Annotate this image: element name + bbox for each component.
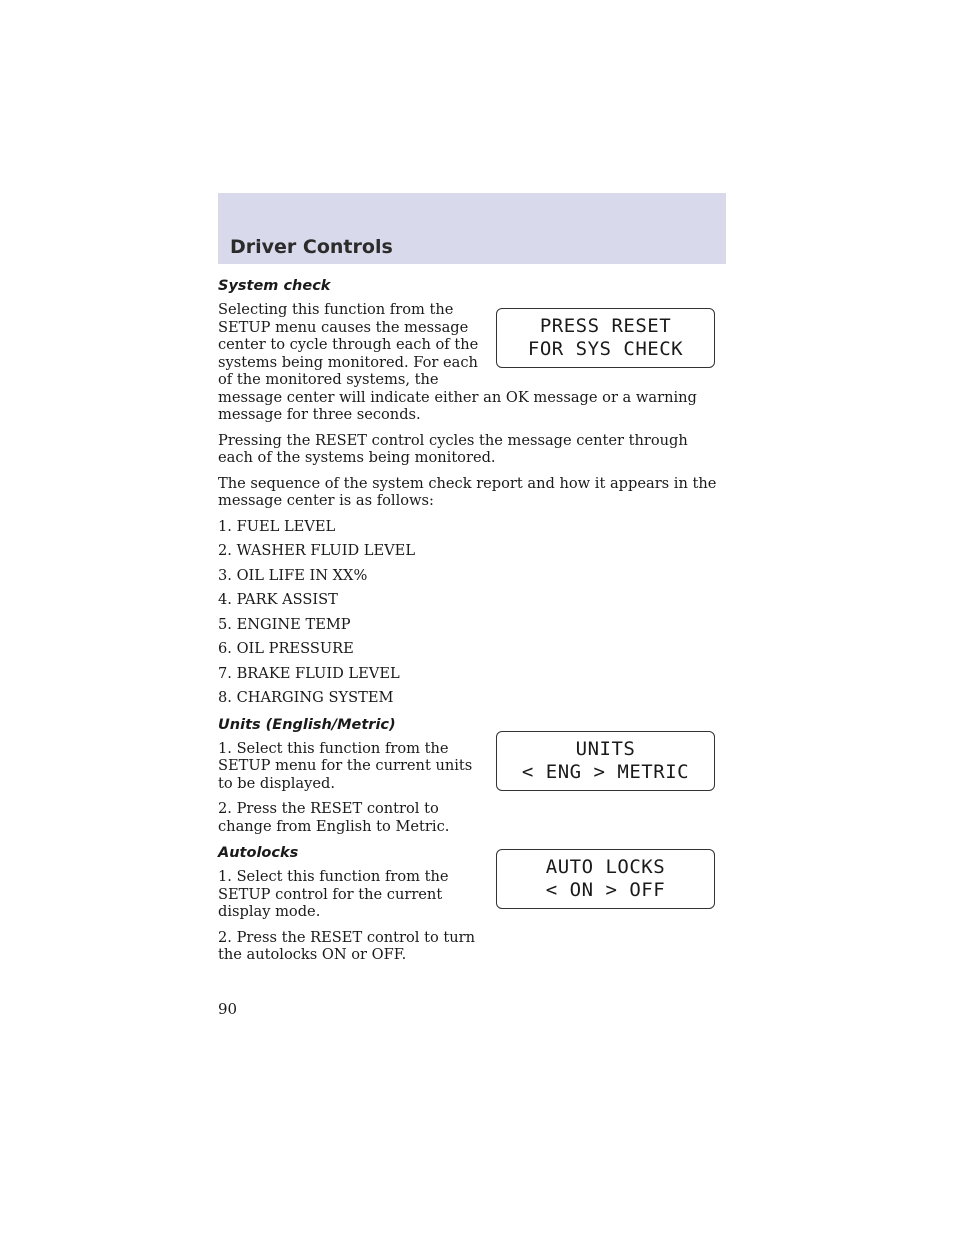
units-display [496, 731, 715, 791]
display-line-1: AUTO LOCKS [545, 856, 666, 878]
list-item: 4. PARK ASSIST [218, 591, 338, 608]
autolocks-step2: 2. Press the RESET control to turn the autolocks ON or OFF. [218, 928, 476, 963]
page-number: 90 [218, 1000, 238, 1018]
sys-check-display [496, 308, 715, 368]
display-line-1: UNITS [575, 738, 636, 760]
system-check-para3: The sequence of the system check report and how it appears in the message center is as follows: [218, 474, 717, 509]
display-line-2: FOR SYS CHECK [527, 338, 684, 360]
list-item: 2. WASHER FLUID LEVEL [218, 542, 416, 559]
list-item: 3. OIL LIFE IN XX% [218, 566, 368, 584]
list-item: 1. FUEL LEVEL [218, 517, 336, 535]
display-line-2: < ENG > METRIC [521, 761, 690, 783]
autolocks-step1: 1. Select this function from the SETUP control for the current display mode. [218, 868, 449, 920]
list-item: 5. ENGINE TEMP [218, 615, 351, 633]
units-heading: Units (English/Metric) [218, 716, 396, 733]
section-title: Driver Controls [230, 236, 393, 258]
display-line-2: < ON > OFF [545, 879, 666, 901]
list-item: 7. BRAKE FLUID LEVEL [218, 664, 400, 682]
list-item: 8. CHARGING SYSTEM [218, 689, 394, 706]
autolocks-heading: Autolocks [218, 845, 299, 861]
system-check-heading: System check [218, 278, 331, 294]
list-item: 6. OIL PRESSURE [218, 640, 354, 657]
section-header-band [218, 193, 726, 264]
system-check-para1-part1: Selecting this function from the SETUP menu causes the message center to cycle through each of the systems being monitored. For each of the monitored systems, the [218, 301, 479, 388]
autolocks-display [496, 849, 715, 909]
display-line-1: PRESS RESET [539, 315, 672, 337]
units-step2: 2. Press the RESET control to change from English to Metric. [218, 800, 450, 835]
units-step1: 1. Select this function from the SETUP menu for the current units to be displayed. [218, 739, 473, 792]
system-check-list [218, 518, 726, 707]
system-check-para2: Pressing the RESET control cycles the message center through each of the systems being monitored. [218, 431, 688, 466]
system-check-para1-part2: message center will indicate either an OK message or a warning message for three seconds. [218, 388, 697, 423]
